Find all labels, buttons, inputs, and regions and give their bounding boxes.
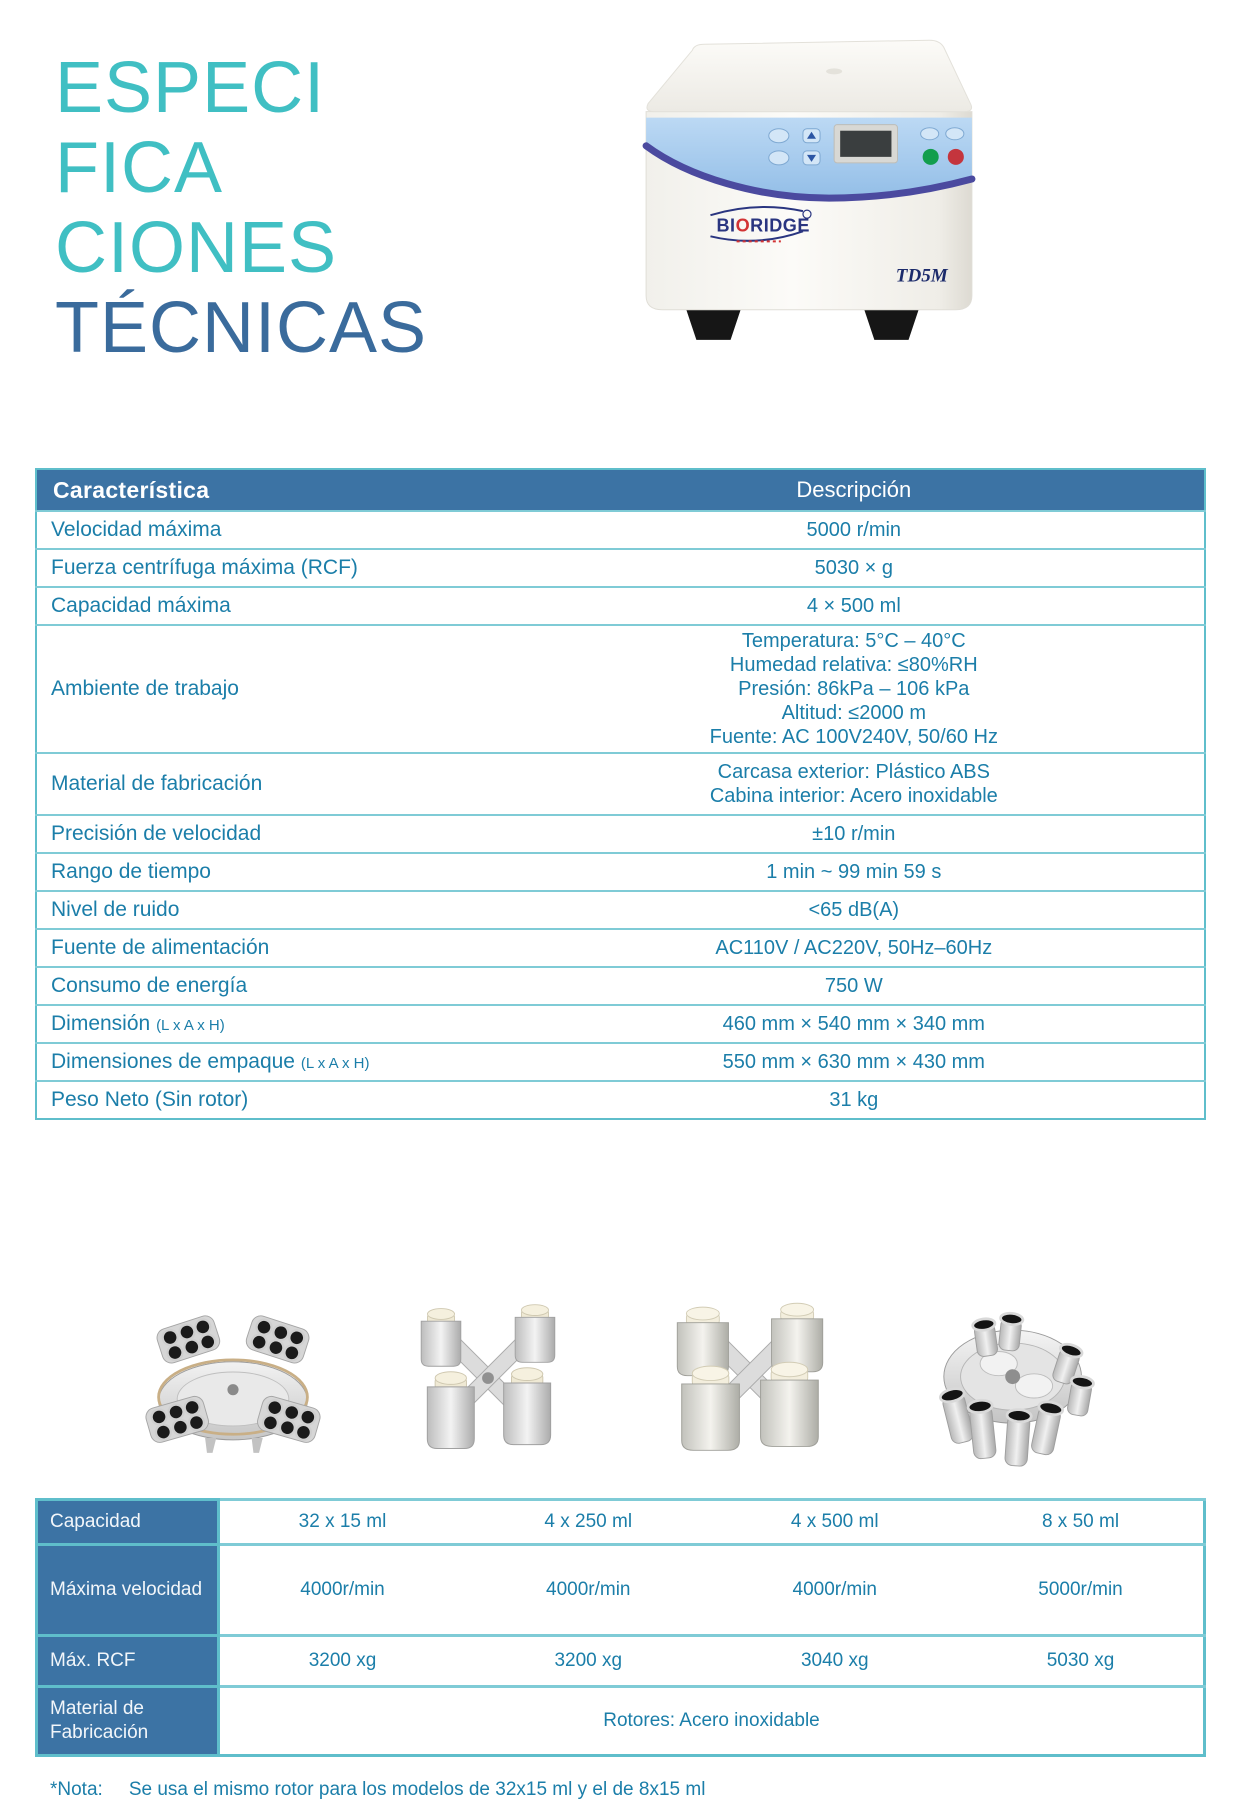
rotor-material-value: Rotores: Acero inoxidable — [219, 1687, 1205, 1756]
spec-value-line: Cabina interior: Acero inoxidable — [709, 785, 998, 807]
rotor-cell: 4 x 500 ml — [712, 1500, 959, 1545]
spec-row — [36, 1081, 1205, 1119]
title-accent: TÉCNICAS — [55, 288, 428, 368]
brand-text: BIORIDGE — [716, 215, 810, 236]
device-foot-left — [686, 310, 740, 340]
spec-row — [36, 891, 1205, 929]
title-line-3: CIONES — [55, 208, 338, 288]
spec-label: Nivel de ruido — [36, 891, 504, 929]
spec-label — [36, 1005, 504, 1043]
rotor-row-label: Máx. RCF — [37, 1636, 219, 1687]
spec-value-line: Carcasa exterior: Plástico ABS — [717, 761, 990, 783]
spec-value: ±10 r/min — [504, 815, 1205, 853]
spec-label-suffix: (L x A x H) — [300, 1055, 370, 1072]
rotor-4x500-image — [649, 1290, 851, 1474]
centrifuge-illustration — [628, 16, 990, 348]
spec-label: Peso Neto (Sin rotor) — [36, 1081, 504, 1119]
spec-value-line: Altitud: ≤2000 m — [781, 702, 926, 724]
spec-label: Material de fabricación — [36, 753, 504, 815]
rotor-cell: 32 x 15 ml — [219, 1500, 466, 1545]
spec-row — [36, 1043, 1205, 1081]
spec-value: 5000 r/min — [504, 511, 1205, 549]
spec-value: 4 × 500 ml — [504, 587, 1205, 625]
spec-label: Ambiente de trabajo — [36, 625, 504, 753]
lid-vent-hole — [826, 68, 842, 74]
spec-header-row — [36, 469, 1205, 511]
display-screen — [840, 131, 891, 157]
rotor-row-label: Capacidad — [37, 1500, 219, 1545]
spec-value: AC110V / AC220V, 50Hz–60Hz — [504, 929, 1205, 967]
title-line-1: ESPECI — [55, 48, 326, 128]
spec-label: Capacidad máxima — [36, 587, 504, 625]
spec-row — [36, 625, 1205, 753]
spec-label: Consumo de energía — [36, 967, 504, 1005]
spec-label: Fuente de alimentación — [36, 929, 504, 967]
page-title — [55, 48, 427, 368]
rotor-table-row — [37, 1687, 1205, 1756]
stop-button-red — [948, 149, 964, 165]
spec-row — [36, 511, 1205, 549]
spec-table — [35, 468, 1206, 1120]
rotor-cell: 8 x 50 ml — [958, 1500, 1205, 1545]
device-foot-right — [864, 310, 918, 340]
spec-value — [504, 625, 1205, 753]
rotor-cell: 4000r/min — [219, 1545, 466, 1636]
spec-row — [36, 1005, 1205, 1043]
spec-row — [36, 815, 1205, 853]
rotor-cell: 3200 xg — [219, 1636, 466, 1687]
spec-value: 750 W — [504, 967, 1205, 1005]
rotor-table-row — [37, 1500, 1205, 1545]
spec-label-suffix: (L x A x H) — [156, 1017, 225, 1034]
panel-button — [769, 151, 789, 165]
rotor-cell: 3200 xg — [465, 1636, 712, 1687]
rotor-table — [35, 1498, 1206, 1757]
spec-value: 1 min ~ 99 min 59 s — [504, 853, 1205, 891]
spec-label: Precisión de velocidad — [36, 815, 504, 853]
rotor-table-row — [37, 1545, 1205, 1636]
start-button-green — [923, 149, 939, 165]
spec-value-line: Fuente: AC 100V240V, 50/60 Hz — [709, 726, 998, 748]
spec-value: <65 dB(A) — [504, 891, 1205, 929]
spec-row — [36, 967, 1205, 1005]
title-line-2: FICA — [55, 128, 224, 208]
spec-value-line: Presión: 86kPa – 106 kPa — [738, 678, 970, 700]
device-lid — [647, 40, 972, 111]
rotor-row-label: Material de Fabricación — [37, 1687, 219, 1756]
rotor-32x15-image — [140, 1296, 326, 1474]
rotor-cell: 3040 xg — [712, 1636, 959, 1687]
hero-section — [0, 0, 1241, 440]
panel-button — [921, 128, 939, 140]
spec-row — [36, 587, 1205, 625]
rotor-cell: 5030 xg — [958, 1636, 1205, 1687]
spec-value-line: Humedad relativa: ≤80%RH — [729, 654, 978, 676]
spec-label: Fuerza centrífuga máxima (RCF) — [36, 549, 504, 587]
spec-row — [36, 929, 1205, 967]
footnote — [50, 1779, 1241, 1801]
centrifuge-image — [628, 16, 990, 356]
spec-label-main: Dimensiones de empaque — [51, 1050, 295, 1073]
spec-value: 31 kg — [504, 1081, 1205, 1119]
rotor-images-strip — [0, 1278, 1241, 1474]
rotor-cell: 4000r/min — [712, 1545, 959, 1636]
footnote-label: *Nota: — [50, 1779, 103, 1800]
panel-button — [946, 128, 964, 140]
model-label: TD5M — [895, 265, 948, 287]
rotor-table-row — [37, 1636, 1205, 1687]
rotor-cell: 5000r/min — [958, 1545, 1205, 1636]
rotor-cell: 4 x 250 ml — [465, 1500, 712, 1545]
spec-row — [36, 753, 1205, 815]
spec-value — [504, 753, 1205, 815]
footnote-text: Se usa el mismo rotor para los modelos de 32x15 ml y el de 8x15 ml — [128, 1779, 706, 1800]
spec-value: 460 mm × 540 mm × 340 mm — [504, 1005, 1205, 1043]
spec-label-main: Dimensión — [51, 1012, 151, 1035]
rotor-cell: 4000r/min — [465, 1545, 712, 1636]
spec-row — [36, 549, 1205, 587]
spec-label: Velocidad máxima — [36, 511, 504, 549]
spec-value: 5030 × g — [504, 549, 1205, 587]
rotor-row-label: Máxima velocidad — [37, 1545, 219, 1636]
spec-row — [36, 853, 1205, 891]
rotor-8x50-image — [915, 1296, 1101, 1474]
spec-header-feature: Característica — [36, 469, 504, 511]
spec-value-line: Temperatura: 5°C – 40°C — [741, 630, 966, 652]
rotor-4x250-image — [390, 1288, 586, 1474]
spec-label: Rango de tiempo — [36, 853, 504, 891]
spec-header-description: Descripción — [504, 469, 1205, 511]
panel-button — [769, 129, 789, 143]
spec-label — [36, 1043, 504, 1081]
spec-value: 550 mm × 630 mm × 430 mm — [504, 1043, 1205, 1081]
